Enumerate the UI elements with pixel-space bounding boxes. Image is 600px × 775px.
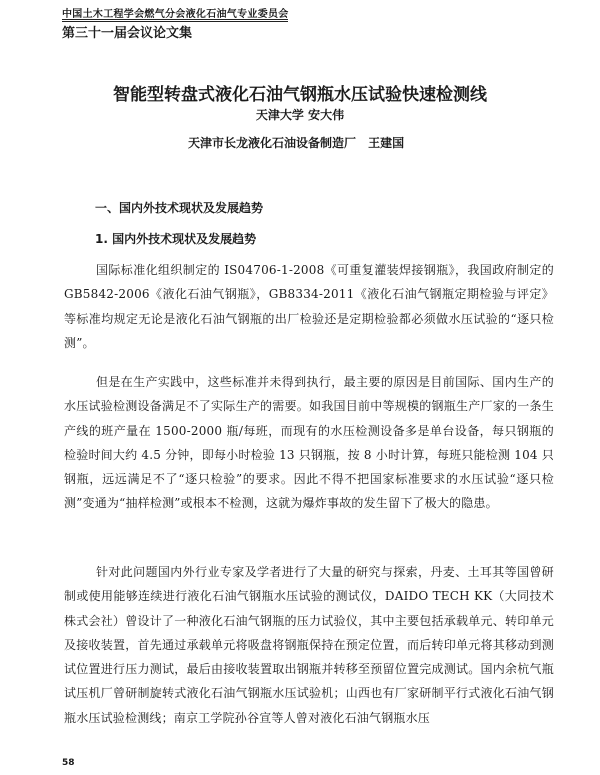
paragraph-3: 针对此问题国内外行业专家及学者进行了大量的研究与探索，丹麦、土耳其等国曾研制或使用能够连续进行液化石油气钢瓶水压试验的测试仪，DAIDO TECH KK（大同技术株式会社）曾设计了一种液化石油气钢瓶的压力试验仪，其中主要包括承载单元、转印单元及接收装置，首先通过承载单元将吸盘将钢瓶保持在预定位置，而后转印单元将其移动到测试位置进行压力测试，最后由接收装置取出钢瓶并转移至预留位置完成测试。国内余杭气瓶试压机厂曾研制旋转式液化石油气钢瓶水压试验机；山西也有厂家研制平行式液化石油气钢瓶水压试验检测线；南京工学院孙谷宣等人曾对液化石油气钢瓶水压 [64, 565, 554, 725]
page-number: 58 [62, 758, 75, 768]
paragraph-2: 但是在生产实践中，这些标准并未得到执行，最主要的原因是目前国际、国内生产的水压试验检测设备满足不了实际生产的需要。如我国目前中等规模的钢瓶生产厂家的一条生产线的班产量在 1500-2000 瓶/每班，而现有的水压检测设备多是单台设备，每只钢瓶的检验时间大约 4.5 分钟，即每小时检验 13 只钢瓶，按 8 小时计算，每班只能检测 104 只钢瓶，远远满足不了“逐只检验”的要求。因此不得不把国家标准要求的水压试验“逐只检测”变通为“抽样检测”或根本不检测，这就为爆炸事故的发生留下了极大的隐患。 [64, 375, 554, 511]
paper-title: 智能型转盘式液化石油气钢瓶水压试验快速检测线 [113, 85, 487, 105]
paragraph-1: 国际标准化组织制定的 IS04706-1-2008《可重复灌装焊接钢瓶》，我国政府制定的 GB5842-2006《液化石油气钢瓶》，GB8334-2011《液化石油气钢瓶定期检验与评定》等标准均规定无论是液化石油气钢瓶的出厂检验还是定期检验都必须做水压试验的“逐只检测”。 [64, 263, 554, 350]
proceedings-title: 第三十一届会议论文集 [62, 26, 193, 41]
subsection-heading-1-1: 1. 国内外技术现状及发展趋势 [95, 232, 257, 246]
proceedings-organization: 中国土木工程学会燃气分会液化石油气专业委员会 [62, 9, 289, 20]
header-rule [62, 19, 288, 20]
author-line-1: 天津大学 安大伟 [255, 108, 345, 122]
author-line-2: 天津市长龙液化石油设备制造厂 王建国 [188, 136, 405, 150]
section-heading-1: 一、国内外技术现状及发展趋势 [95, 201, 264, 215]
